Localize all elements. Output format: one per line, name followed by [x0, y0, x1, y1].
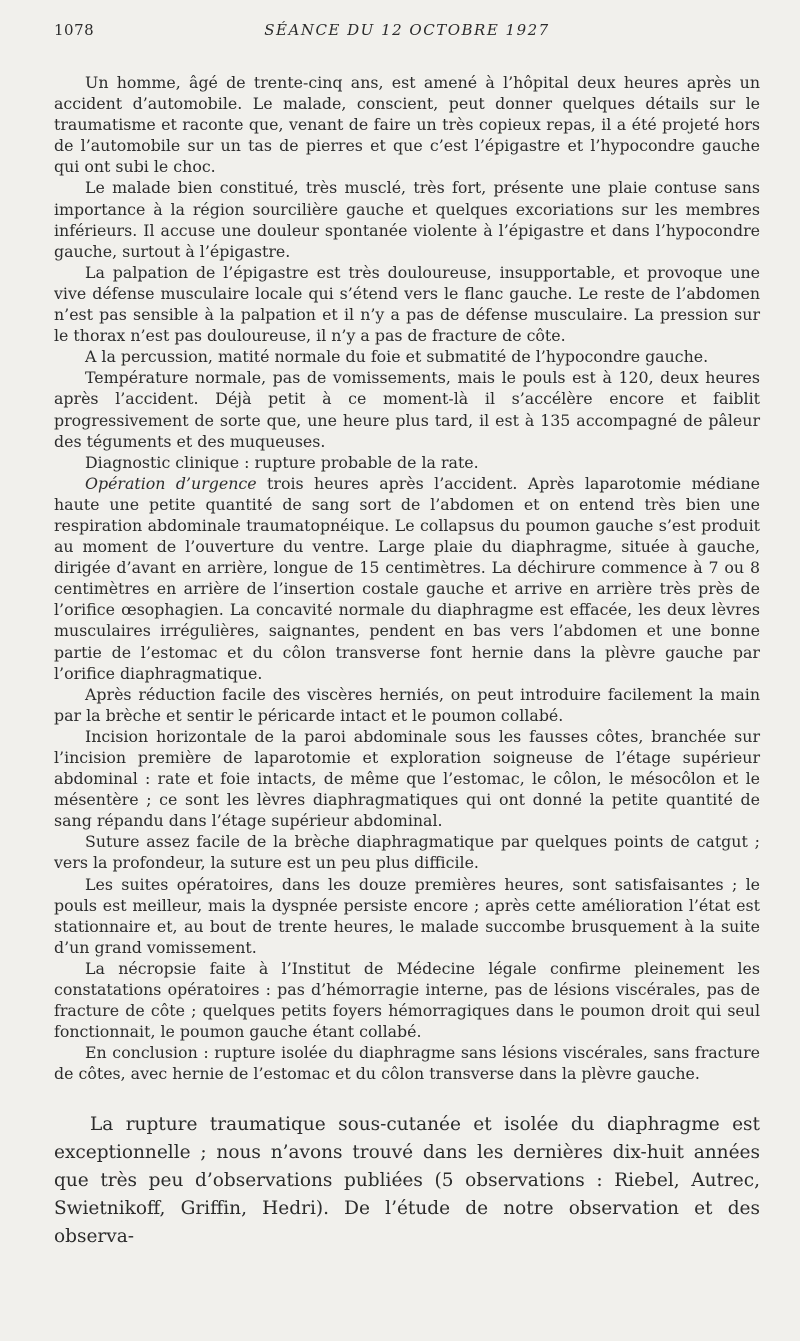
running-header — [54, 0, 760, 40]
observation-paragraph-13: En conclusion : rupture isolée du diaphragme sans lésions viscérales, sans fracture de côtes, avec hernie de l’estomac et du côlon transverse dans la plèvre gauche. — [54, 1043, 760, 1084]
observation-paragraph-10: Suture assez facile de la brèche diaphragmatique par quelques points de catgut ; vers la profondeur, la suture est un peu plus difficile. — [54, 832, 760, 873]
observation-paragraph-4: A la percussion, matité normale du foie et submatité de l’hypocondre gauche. — [85, 347, 709, 367]
page-number: 1078 — [54, 21, 95, 39]
observation-paragraph-1: Un homme, âgé de trente-cinq ans, est amené à l’hôpital deux heures après un accident d’automobile. Le malade, conscient, peut donner quelques détails sur le traumatisme et raconte que, venant de faire un très copieux repas, il a été projeté hors de l’automobile sur un tas de pierres et que c’est l’épigastre et l’hypocondre gauche qui ont subi le choc. — [54, 73, 760, 177]
operation-lead-in: Opération d’urgence — [85, 473, 257, 493]
observation-paragraph-9: Incision horizontale de la paroi abdominale sous les fausses côtes, branchée sur l’incision première de laparotomie et exploration soigneuse de l’étage supérieur abdominal : rate et foie intacts, de même que l’estomac, le côlon, le mésocôlon et le mésentère ; ce sont les lèvres diaphragmatiques qui ont donné la petite quantité de sang répandu dans l’étage supérieur abdominal. — [54, 726, 760, 831]
observation-paragraph-2: Le malade bien constitué, très musclé, très fort, présente une plaie contuse sans importance à la région sourcilière gauche et quelques excoriations sur les membres inférieurs. Il accuse une douleur spontanée violente à l’épigastre et dans l’hypocondre gauche, surtout à l’épigastre. — [54, 178, 760, 261]
running-title: SÉANCE DU 12 OCTOBRE 1927 — [264, 21, 550, 39]
observation-paragraph-8: Après réduction facile des viscères herniés, on peut introduire facilement la main par la brèche et sentir le péricarde intact et le poumon collabé. — [54, 684, 760, 725]
observation-paragraph-5: Température normale, pas de vomissements, mais le pouls est à 120, deux heures après l’accident. Déjà petit à ce moment-là il s’accélère encore et faiblit progressivement de sorte que, une heure plus tard, il est à 135 accompagné de pâleur des téguments et des muqueuses. — [54, 368, 760, 451]
observation-paragraph-3: La palpation de l’épigastre est très douloureuse, insupportable, et provoque une vive défense musculaire locale qui s’étend vers le flanc gauche. Le reste de l’abdomen n’est pas sensible à la palpation et il n’y a pas de défense musculaire. La pression sur le thorax n’est pas douloureuse, il n’y a pas de fracture de côte. — [54, 262, 760, 346]
discussion — [54, 1111, 760, 1251]
case-observation — [54, 72, 760, 1085]
observation-paragraph-7 — [54, 473, 760, 684]
observation-paragraph-12: La nécropsie faite à l’Institut de Médecine légale confirme pleinement les constatations opératoires : pas d’hémorragie interne, pas de lésions viscérales, pas de fracture de côte ; quelques petits foyers hémorragiques dans le poumon droit qui seul fonctionnait, le poumon gauche étant collabé. — [54, 958, 760, 1042]
operation-text: trois heures après l’accident. Après laparotomie médiane haute une petite quantité de sang sort de l’abdomen et on entend très bien une respiration abdominale traumatopnéique. Le collapsus du poumon gauche s’est produit au moment de l’ouverture du ventre. Large plaie du diaphragme, située à gauche, dirigée d’avant en arrière, longue de 15 centimètres. La déchirure commence à 7 ou 8 centimètres en arrière de l’insertion costale gauche et arrive en arrière très près de l’orifice œsophagien. La concavité normale du diaphragme est effacée, les deux lèvres musculaires irrégulières, saignantes, pendent en bas vers l’abdomen et une bonne partie de l’estomac et du côlon transverse font hernie dans la plèvre gauche par l’orifice diaphragmatique. — [54, 473, 760, 683]
observation-paragraph-6: Diagnostic clinique : rupture probable de la rate. — [85, 452, 479, 472]
discussion-paragraph-1: La rupture traumatique sous-cutanée et isolée du diaphragme est exceptionnelle ; nous n’avons trouvé dans les dernières dix-huit années que très peu d’observations publiées (5 observations : Riebel, Autrec, Swietnikoff, Griffin, Hedri). De l’étude de notre observation et des observa- — [54, 1113, 760, 1247]
observation-paragraph-11: Les suites opératoires, dans les douze premières heures, sont satisfaisantes ; le pouls est meilleur, mais la dyspnée persiste encore ; après cette amélioration l’état est stationnaire et, au bout de trente heures, le malade succombe brusquement à la suite d’un grand vomissement. — [54, 874, 760, 957]
